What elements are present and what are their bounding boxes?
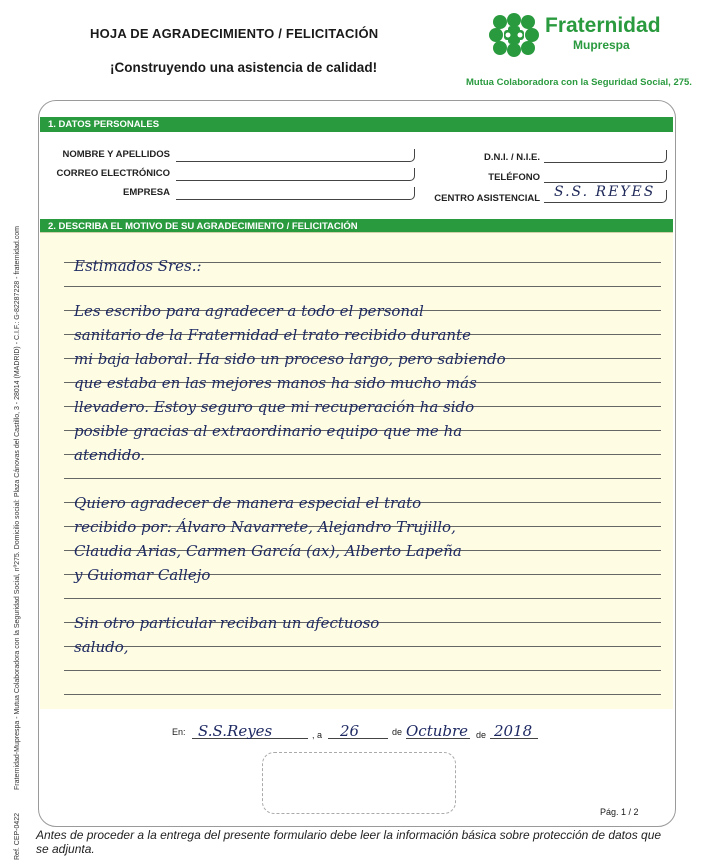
- message-line: Claudia Arias, Carmen García (ax), Alberto Lapeña: [74, 542, 462, 560]
- empresa-label: EMPRESA: [123, 187, 170, 198]
- message-line: Estimados Sres.:: [74, 257, 202, 275]
- message-area[interactable]: [40, 232, 673, 709]
- message-line: posible gracias al extraordinario equipo que me ha: [74, 422, 463, 440]
- section2-header: 2. DESCRIBA EL MOTIVO DE SU AGRADECIMIENTO / FELICITACIÓN: [40, 219, 673, 234]
- fraternidad-logo-icon: [486, 12, 542, 58]
- date-day-value: 26: [340, 722, 360, 740]
- telefono-field[interactable]: [544, 170, 667, 183]
- centro-label: CENTRO ASISTENCIAL: [434, 193, 540, 204]
- brand-name: Fraternidad: [545, 14, 661, 37]
- message-line: recibido por: Álvaro Navarrete, Alejandro Trujillo,: [74, 518, 456, 536]
- message-line: saludo,: [74, 638, 129, 656]
- date-de1-label: de: [392, 727, 403, 737]
- dni-label: D.N.I. / N.I.E.: [484, 152, 540, 163]
- ref-code: Ref. CEP-0422: [14, 812, 21, 860]
- message-line: Quiero agradecer de manera especial el trato: [74, 494, 422, 512]
- correo-field[interactable]: [176, 168, 415, 181]
- nombre-label: NOMBRE Y APELLIDOS: [62, 149, 170, 160]
- message-line: llevadero. Estoy seguro que mi recuperación ha sido: [74, 398, 475, 416]
- date-de2-label: de: [476, 730, 487, 740]
- signature-box[interactable]: [262, 752, 456, 814]
- page-number: Pág. 1 / 2: [600, 807, 639, 817]
- form-title: HOJA DE AGRADECIMIENTO / FELICITACIÓN: [90, 26, 379, 41]
- date-month-value: Octubre: [406, 722, 469, 740]
- date-en-label: En:: [172, 727, 186, 737]
- centro-value: S.S. REYES: [554, 184, 656, 200]
- message-line: Sin otro particular reciban un afectuoso: [74, 614, 380, 632]
- message-line: y Guiomar Callejo: [74, 566, 211, 584]
- message-line: mi baja laboral. Ha sido un proceso largo, pero sabiendo: [74, 350, 506, 368]
- footer-notice: Antes de proceder a la entrega del presente formulario debe leer la información básica sobre protección de datos que se adjunta.: [36, 828, 662, 856]
- empresa-field[interactable]: [176, 187, 415, 200]
- message-line: Les escribo para agradecer a todo el personal: [74, 302, 424, 320]
- date-place-value: S.S.Reyes: [198, 722, 273, 740]
- correo-label: CORREO ELECTRÓNICO: [56, 168, 170, 179]
- message-line: que estaba en las mejores manos ha sido mucho más: [74, 374, 477, 392]
- section1-header: 1. DATOS PERSONALES: [40, 117, 673, 132]
- message-line: atendido.: [74, 446, 146, 464]
- side-legal-text: Fraternidad-Muprespa - Mutua Colaboradora con la Seguridad Social, nº275. Domicilio social: Plaza Cánovas del Castillo, 3 - 28014 (MADRID) - C.I.F.: G-82287228 - fraternidad.com: [14, 226, 21, 790]
- date-a-label: , a: [312, 730, 323, 740]
- date-year-value: 2018: [494, 722, 533, 740]
- nombre-field[interactable]: [176, 149, 415, 162]
- dni-field[interactable]: [544, 150, 667, 163]
- mutua-text: Mutua Colaboradora con la Seguridad Social, 275.: [466, 77, 692, 88]
- telefono-label: TELÉFONO: [488, 172, 540, 183]
- form-subtitle: ¡Construyendo una asistencia de calidad!: [110, 60, 378, 75]
- brand-sub: Muprespa: [573, 38, 630, 52]
- message-line: sanitario de la Fraternidad el trato recibido durante: [74, 326, 471, 344]
- centro-field[interactable]: [544, 184, 667, 203]
